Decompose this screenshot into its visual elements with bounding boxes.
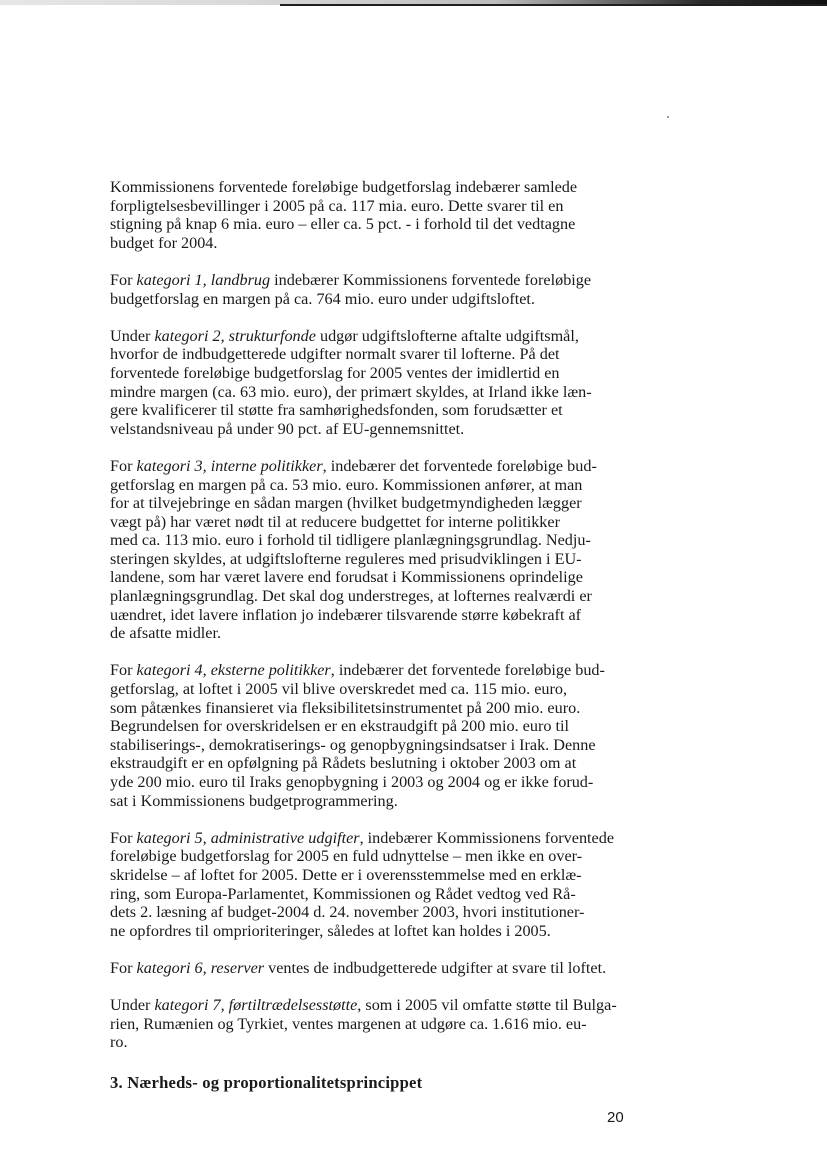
scan-speck — [667, 116, 669, 118]
paragraph-kategori-2 — [110, 327, 630, 439]
text-line: stigning på knap 6 mia. euro – eller ca. 5 pct. - i forhold til det vedtagne — [110, 215, 576, 234]
text-line: gere kvalificerer til støtte fra samhørighedsfonden, som forudsætter et — [110, 401, 563, 420]
text-line: budgetforslag en margen på ca. 764 mio. euro under udgiftsloftet. — [110, 289, 535, 308]
text-line: , indebærer Kommissionens forventede — [359, 828, 615, 847]
paragraph-prefix: Under — [110, 996, 155, 1015]
paragraph-prefix: For — [110, 270, 137, 289]
text-line: getforslag, at loftet i 2005 vil blive overskredet med ca. 115 mio. euro, — [110, 680, 568, 699]
text-line: velstandsniveau på under 90 pct. af EU-gennemsnittet. — [110, 419, 465, 438]
text-line: , som i 2005 vil omfatte støtte til Bulga- — [357, 996, 617, 1015]
text-line: dets 2. læsning af budget-2004 d. 24. november 2003, hvori institutioner- — [110, 903, 585, 922]
paragraph-prefix: For — [110, 661, 137, 680]
paragraph-prefix: For — [110, 456, 137, 475]
text-line: ne opfordres til omprioriteringer, således at loftet kan holdes i 2005. — [110, 921, 551, 940]
text-line: vægt på) har været nødt til at reducere budgettet for interne politikker — [110, 512, 560, 531]
kategori-label: kategori 4, eksterne politikker — [136, 661, 331, 680]
text-line: mindre margen (ca. 63 mio. euro), der primært skyldes, at Irland ikke læn- — [110, 382, 592, 401]
paragraph-kategori-1 — [110, 271, 630, 308]
kategori-label: kategori 6, reserver — [136, 958, 265, 977]
scan-edge-line — [280, 4, 827, 6]
text-line: , indebærer det forventede foreløbige bud- — [322, 456, 597, 475]
kategori-label: kategori 2, strukturfonde — [154, 326, 316, 345]
text-line: getforslag en margen på ca. 53 mio. euro. Kommissionen anfører, at man — [110, 475, 583, 494]
paragraph-kategori-4 — [110, 661, 630, 810]
text-line: planlægningsgrundlag. Det skal dog understreges, at lofternes realværdi er — [110, 587, 592, 606]
text-line: yde 200 mio. euro til Iraks genopbygning i 2003 og 2004 og er ikke forud- — [110, 773, 594, 791]
page-number: 20 — [607, 1109, 624, 1126]
paragraph-intro — [110, 178, 630, 252]
text-line: uændret, idet lavere inflation jo indebærer tilsvarende større købekraft af — [110, 605, 582, 624]
text-line: indebærer Kommissionens forventede foreløbige — [270, 270, 592, 289]
text-line: udgør udgiftslofterne aftalte udgiftsmål, — [315, 326, 579, 345]
paragraph-prefix: Under — [110, 326, 155, 345]
kategori-label: kategori 1, landbrug — [136, 270, 271, 289]
paragraph-kategori-6 — [110, 959, 630, 978]
text-line: for at tilvejebringe en sådan margen (hvilket budgetmyndigheden lægger — [110, 494, 582, 513]
paragraph-kategori-7 — [110, 996, 630, 1052]
text-line: ro. — [110, 1033, 128, 1052]
paragraph-prefix: For — [110, 828, 137, 847]
text-line: sat i Kommissionens budgetprogrammering. — [110, 791, 398, 810]
text-line: ventes de indbudgetterede udgifter at svare til loftet. — [264, 958, 607, 977]
text-line: ring, som Europa-Parlamentet, Kommissionen og Rådet vedtog ved Rå- — [110, 884, 576, 903]
text-line: Begrundelsen for overskridelsen er en ekstraudgift på 200 mio. euro til — [110, 717, 569, 736]
text-line: de afsatte midler. — [110, 624, 222, 643]
section-heading: 3. Nærheds- og proportionalitetsprincippet — [110, 1073, 423, 1092]
text-line: ekstraudgift er en opfølgning på Rådets beslutning i oktober 2003 om at — [110, 754, 577, 773]
text-line: steringen skyldes, at udgiftslofterne reguleres med prisudviklingen i EU- — [110, 549, 582, 568]
text-line: , indebærer det forventede foreløbige bud- — [330, 661, 605, 680]
kategori-label: kategori 5, administrative udgifter — [136, 828, 360, 847]
text-line: foreløbige budgetforslag for 2005 en fuld udnyttelse – men ikke en over- — [110, 847, 583, 866]
text-line: hvorfor de indbudgetterede udgifter normalt svarer til lofterne. På det — [110, 345, 560, 364]
text-line: som påtænkes finansieret via fleksibilitetsinstrumentet på 200 mio. euro. — [110, 698, 581, 717]
text-line: budget for 2004. — [110, 233, 218, 252]
paragraph-kategori-5 — [110, 829, 630, 941]
text-line: forventede foreløbige budgetforslag for 2005 ventes der imidlertid en — [110, 363, 560, 382]
text-line: landene, som har været lavere end forudsat i Kommissionens oprindelige — [110, 568, 583, 587]
paragraph-kategori-3 — [110, 457, 630, 643]
kategori-label: kategori 3, interne politikker — [136, 456, 323, 475]
paragraph-prefix: For — [110, 958, 137, 977]
kategori-label: kategori 7, førtiltrædelsesstøtte — [154, 996, 358, 1015]
text-line: skridelse – af loftet for 2005. Dette er i overensstemmelse med en erklæ- — [110, 865, 582, 884]
document-body — [110, 178, 630, 1052]
text-line: stabiliserings-, demokratiserings- og genopbygningsindsatser i Irak. Denne — [110, 735, 596, 754]
text-line: med ca. 113 mio. euro i forhold til tidligere planlægningsgrundlag. Nedju- — [110, 531, 591, 550]
text-line: Kommissionens forventede foreløbige budgetforslag indebærer samlede — [110, 178, 578, 196]
text-line: forpligtelsesbevillinger i 2005 på ca. 117 mia. euro. Dette svarer til en — [110, 196, 564, 215]
text-line: rien, Rumænien og Tyrkiet, ventes margenen at udgøre ca. 1.616 mio. eu- — [110, 1014, 587, 1033]
